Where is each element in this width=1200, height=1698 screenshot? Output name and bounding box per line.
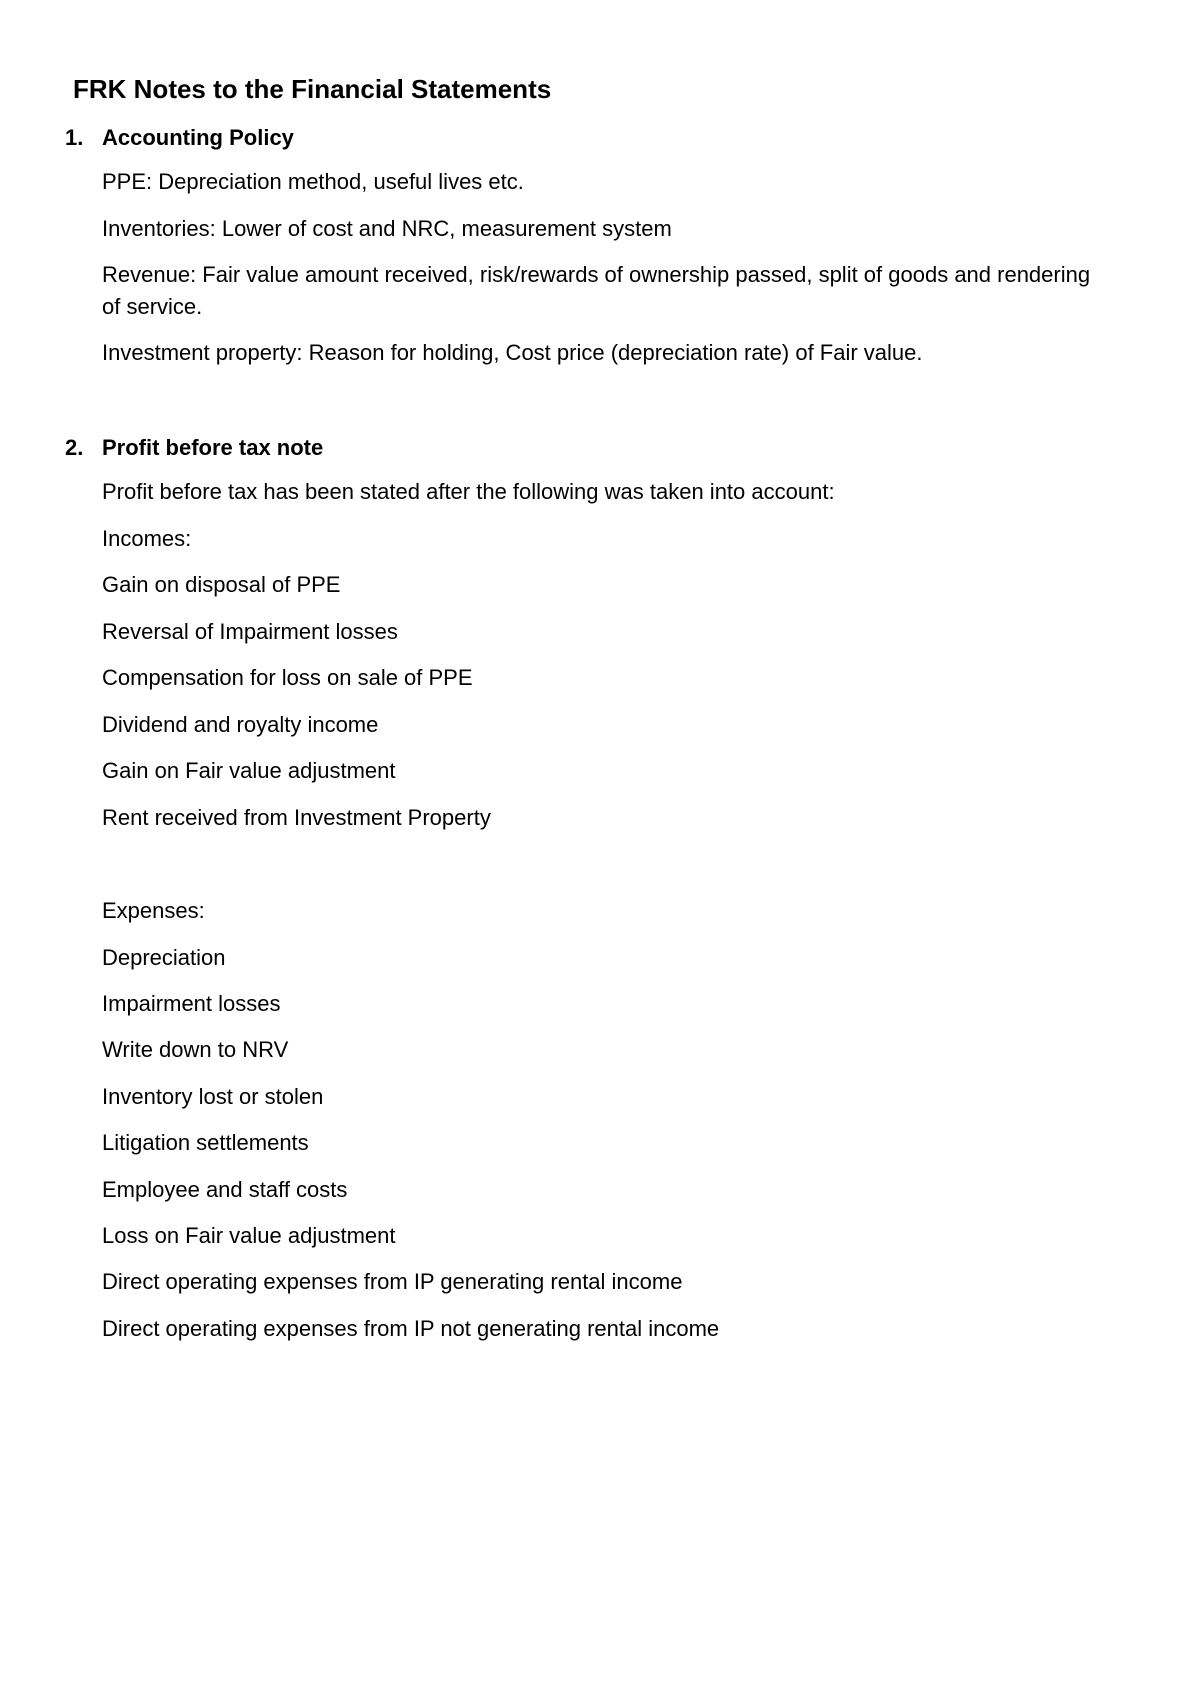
income-item: Reversal of Impairment losses xyxy=(102,619,398,644)
section-number: 1. xyxy=(65,125,84,150)
income-item: Gain on Fair value adjustment xyxy=(102,758,396,783)
policy-investment-property: Investment property: Reason for holding, Cost price (depreciation rate) of Fair value. xyxy=(102,340,923,365)
policy-inventories: Inventories: Lower of cost and NRC, measurement system xyxy=(102,216,672,241)
expense-item: Depreciation xyxy=(102,945,226,970)
expense-item: Impairment losses xyxy=(102,991,281,1016)
document-title: FRK Notes to the Financial Statements xyxy=(73,74,552,104)
expense-item: Employee and staff costs xyxy=(102,1177,348,1202)
expense-item: Direct operating expenses from IP not generating rental income xyxy=(102,1316,720,1341)
section-title: Accounting Policy xyxy=(102,125,294,150)
expense-item: Loss on Fair value adjustment xyxy=(102,1223,396,1248)
section-number: 2. xyxy=(65,435,84,460)
policy-revenue: Revenue: Fair value amount received, risk/rewards of ownership passed, split of goods and rendering of service. xyxy=(102,262,1091,319)
income-item: Rent received from Investment Property xyxy=(102,805,491,830)
profit-intro: Profit before tax has been stated after the following was taken into account: xyxy=(102,479,835,504)
expense-item: Write down to NRV xyxy=(102,1037,289,1062)
income-item: Compensation for loss on sale of PPE xyxy=(102,665,473,690)
income-item: Dividend and royalty income xyxy=(102,712,379,737)
section-heading xyxy=(65,434,323,462)
expenses-label: Expenses: xyxy=(102,898,205,923)
section-heading xyxy=(65,124,294,152)
income-item: Gain on disposal of PPE xyxy=(102,572,341,597)
incomes-label: Incomes: xyxy=(102,526,192,551)
policy-ppe: PPE: Depreciation method, useful lives etc. xyxy=(102,169,524,194)
expense-item: Direct operating expenses from IP generating rental income xyxy=(102,1269,683,1294)
expense-item: Inventory lost or stolen xyxy=(102,1084,324,1109)
expense-item: Litigation settlements xyxy=(102,1130,309,1155)
section-title: Profit before tax note xyxy=(102,435,324,460)
